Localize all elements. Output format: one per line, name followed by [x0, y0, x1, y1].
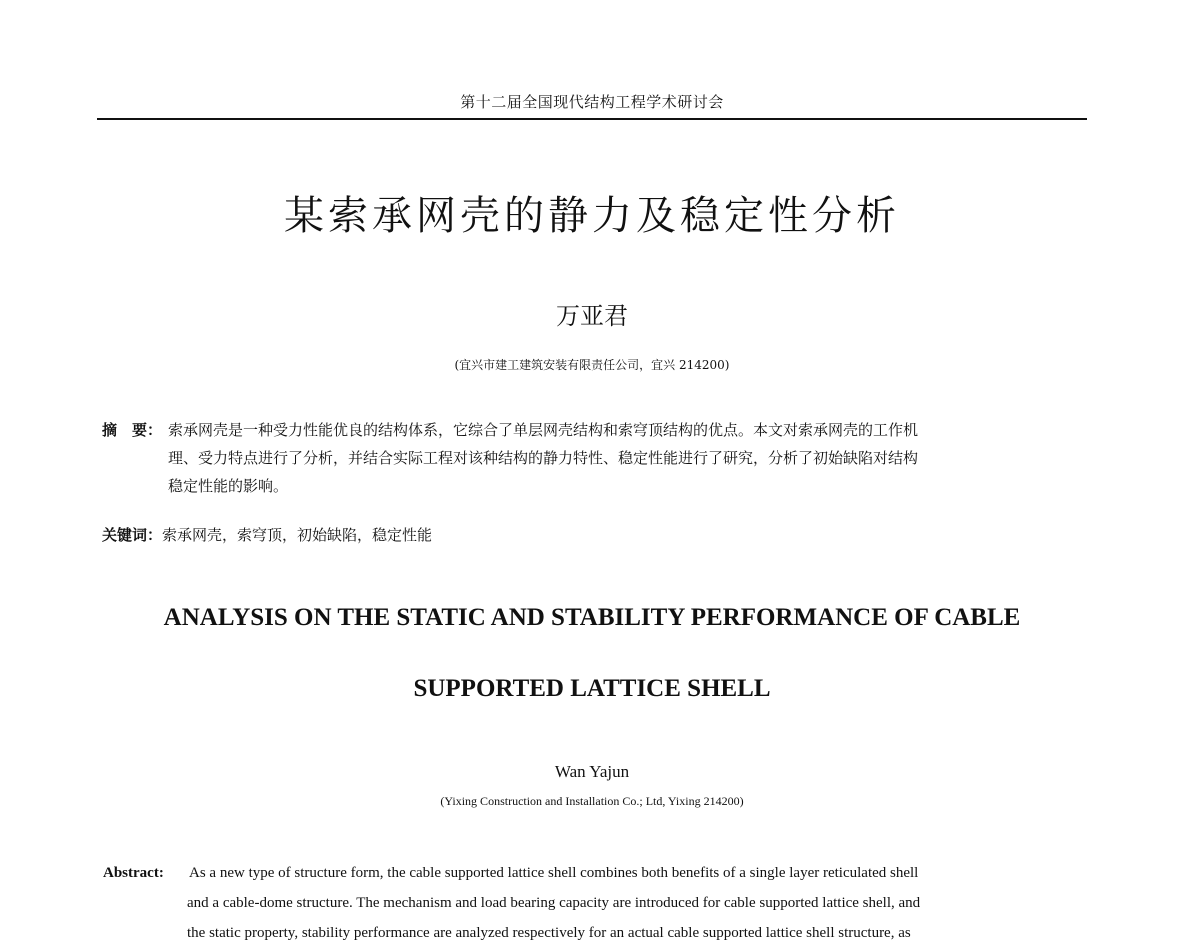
- abstract-cn: [102, 416, 1092, 500]
- author-name-en: Wan Yajun: [554, 762, 630, 781]
- abstract-en-line: As a new type of structure form, the cable supported lattice shell combines both benefits of a single layer reticulated shell: [189, 865, 919, 881]
- abstract-cn-line: 理、受力特点进行了分析，并结合实际工程对该种结构的静力特性、稳定性能进行了研究，分析了初始缺陷对结构: [168, 449, 919, 467]
- abstract-en-label: Abstract:: [103, 865, 164, 881]
- affiliation-en: (Yixing Construction and Installation Co.; Ltd, Yixing 214200): [440, 794, 744, 808]
- paper-title-en-line2: SUPPORTED LATTICE SHELL: [413, 675, 771, 702]
- paper-title-en: [97, 600, 1087, 707]
- abstract-en-line: the static property, stability performance are analyzed respectively for an actual cable supported lattice shell structure, as: [187, 925, 911, 941]
- keywords-cn-text: 索承网壳，索穹顶，初始缺陷，稳定性能: [162, 526, 433, 544]
- author-name-cn: 万亚君: [556, 302, 628, 330]
- header-rule: [97, 118, 1087, 120]
- paper-title-en-line1: ANALYSIS ON THE STATIC AND STABILITY PERFORMANCE OF CABLE: [163, 604, 1021, 631]
- abstract-en-line: and a cable-dome structure. The mechanism and load bearing capacity are introduced for cable supported lattice shell, and: [187, 895, 921, 911]
- abstract-cn-line: 稳定性能的影响。: [168, 477, 289, 495]
- abstract-en: [103, 858, 1093, 948]
- running-header: 第十二届全国现代结构工程学术研讨会: [460, 93, 724, 111]
- keywords-cn: [102, 523, 1092, 547]
- abstract-en-body: [187, 858, 1091, 948]
- affiliation-cn: (宜兴市建工建筑安装有限责任公司，宜兴 214200): [454, 358, 730, 372]
- abstract-cn-line: 索承网壳是一种受力性能优良的结构体系，它综合了单层网壳结构和索穹顶结构的优点。本文对索承网壳的工作机: [168, 421, 919, 439]
- abstract-cn-label: 摘 要：: [102, 421, 163, 439]
- abstract-cn-body: [168, 416, 1086, 500]
- paper-title-cn: 某索承网壳的静力及稳定性分析: [284, 193, 900, 239]
- keywords-cn-label: 关键词：: [102, 526, 163, 544]
